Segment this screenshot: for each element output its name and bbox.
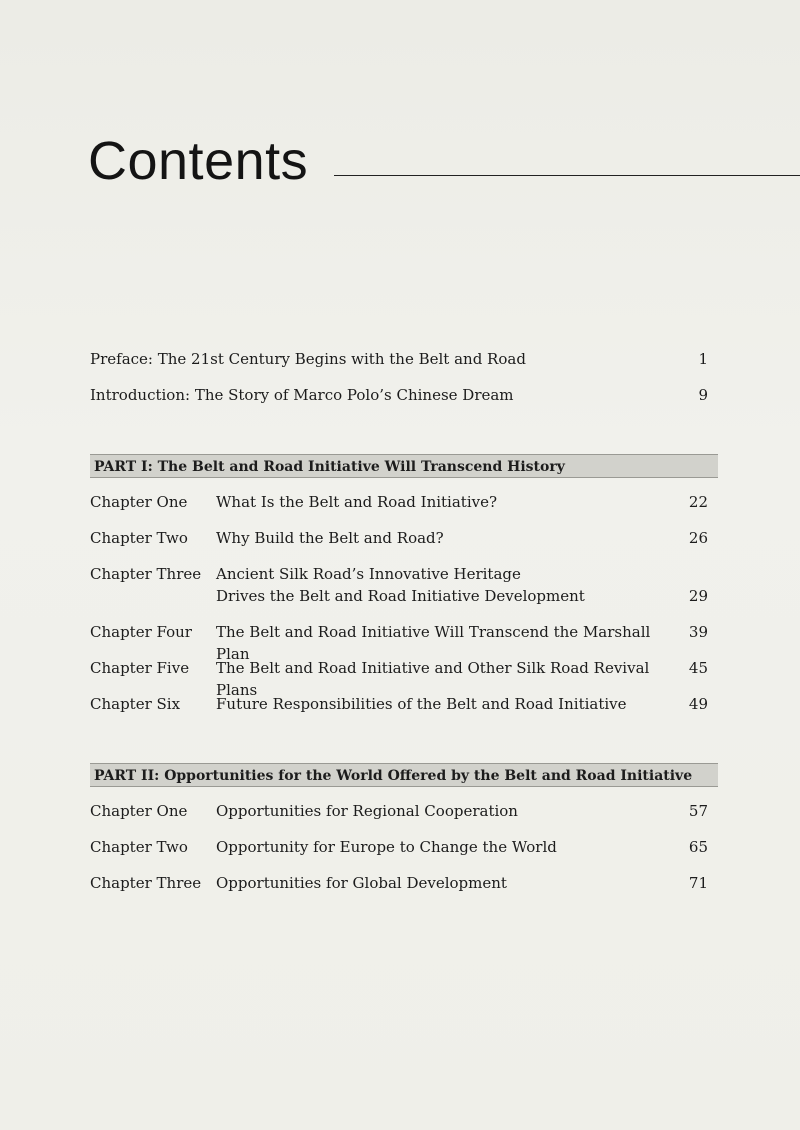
chapter-title: Why Build the Belt and Road? <box>216 529 444 547</box>
toc-page-number: 9 <box>698 386 708 404</box>
chapter-title: What Is the Belt and Road Initiative? <box>216 493 498 511</box>
chapter-title: Opportunities for Regional Cooperation <box>216 802 518 820</box>
chapter-number: Chapter One <box>90 493 188 511</box>
toc-page-number: 39 <box>688 623 708 641</box>
toc-page-number: 65 <box>688 838 708 856</box>
page-title: Contents <box>88 131 309 191</box>
toc-page-number: 26 <box>688 529 708 547</box>
chapter-title: Future Responsibilities of the Belt and Road Initiative <box>216 695 627 713</box>
title-rule <box>334 175 800 176</box>
chapter-number: Chapter Six <box>90 695 181 713</box>
chapter-title-line2: Drives the Belt and Road Initiative Development <box>216 587 585 605</box>
toc-page-number: 45 <box>688 659 708 677</box>
chapter-number: Chapter One <box>90 802 188 820</box>
toc-page-number: 22 <box>688 493 708 511</box>
toc-page-number: 49 <box>688 695 708 713</box>
chapter-number: Chapter Two <box>90 529 188 547</box>
toc-page-number: 57 <box>688 802 708 820</box>
chapter-title: The Belt and Road Initiative Will Transcend the Marshall Plan <box>216 623 651 663</box>
toc-chapter-row[interactable] <box>90 563 708 607</box>
chapter-number: Chapter Three <box>90 874 202 892</box>
chapter-number: Chapter Two <box>90 838 188 856</box>
chapter-title: Opportunities for Global Development <box>216 874 507 892</box>
chapter-title: Ancient Silk Road’s Innovative Heritage <box>216 565 521 583</box>
toc-entry-title: Preface: The 21st Century Begins with the Belt and Road <box>90 350 526 368</box>
toc-page-number: 71 <box>688 874 708 892</box>
toc-entry-title: Introduction: The Story of Marco Polo’s Chinese Dream <box>90 386 514 404</box>
toc-page-number: 29 <box>688 587 708 605</box>
chapter-title: Opportunity for Europe to Change the World <box>216 838 557 856</box>
toc-page-number: 1 <box>698 350 708 368</box>
chapter-title: The Belt and Road Initiative and Other Silk Road Revival Plans <box>216 659 650 699</box>
part-2-heading: PART II: Opportunities for the World Offered by the Belt and Road Initiative <box>90 763 718 787</box>
chapter-number: Chapter Three <box>90 565 202 583</box>
chapter-number: Chapter Four <box>90 623 192 641</box>
chapter-number: Chapter Five <box>90 659 190 677</box>
part-1-heading: PART I: The Belt and Road Initiative Will Transcend History <box>90 454 718 478</box>
